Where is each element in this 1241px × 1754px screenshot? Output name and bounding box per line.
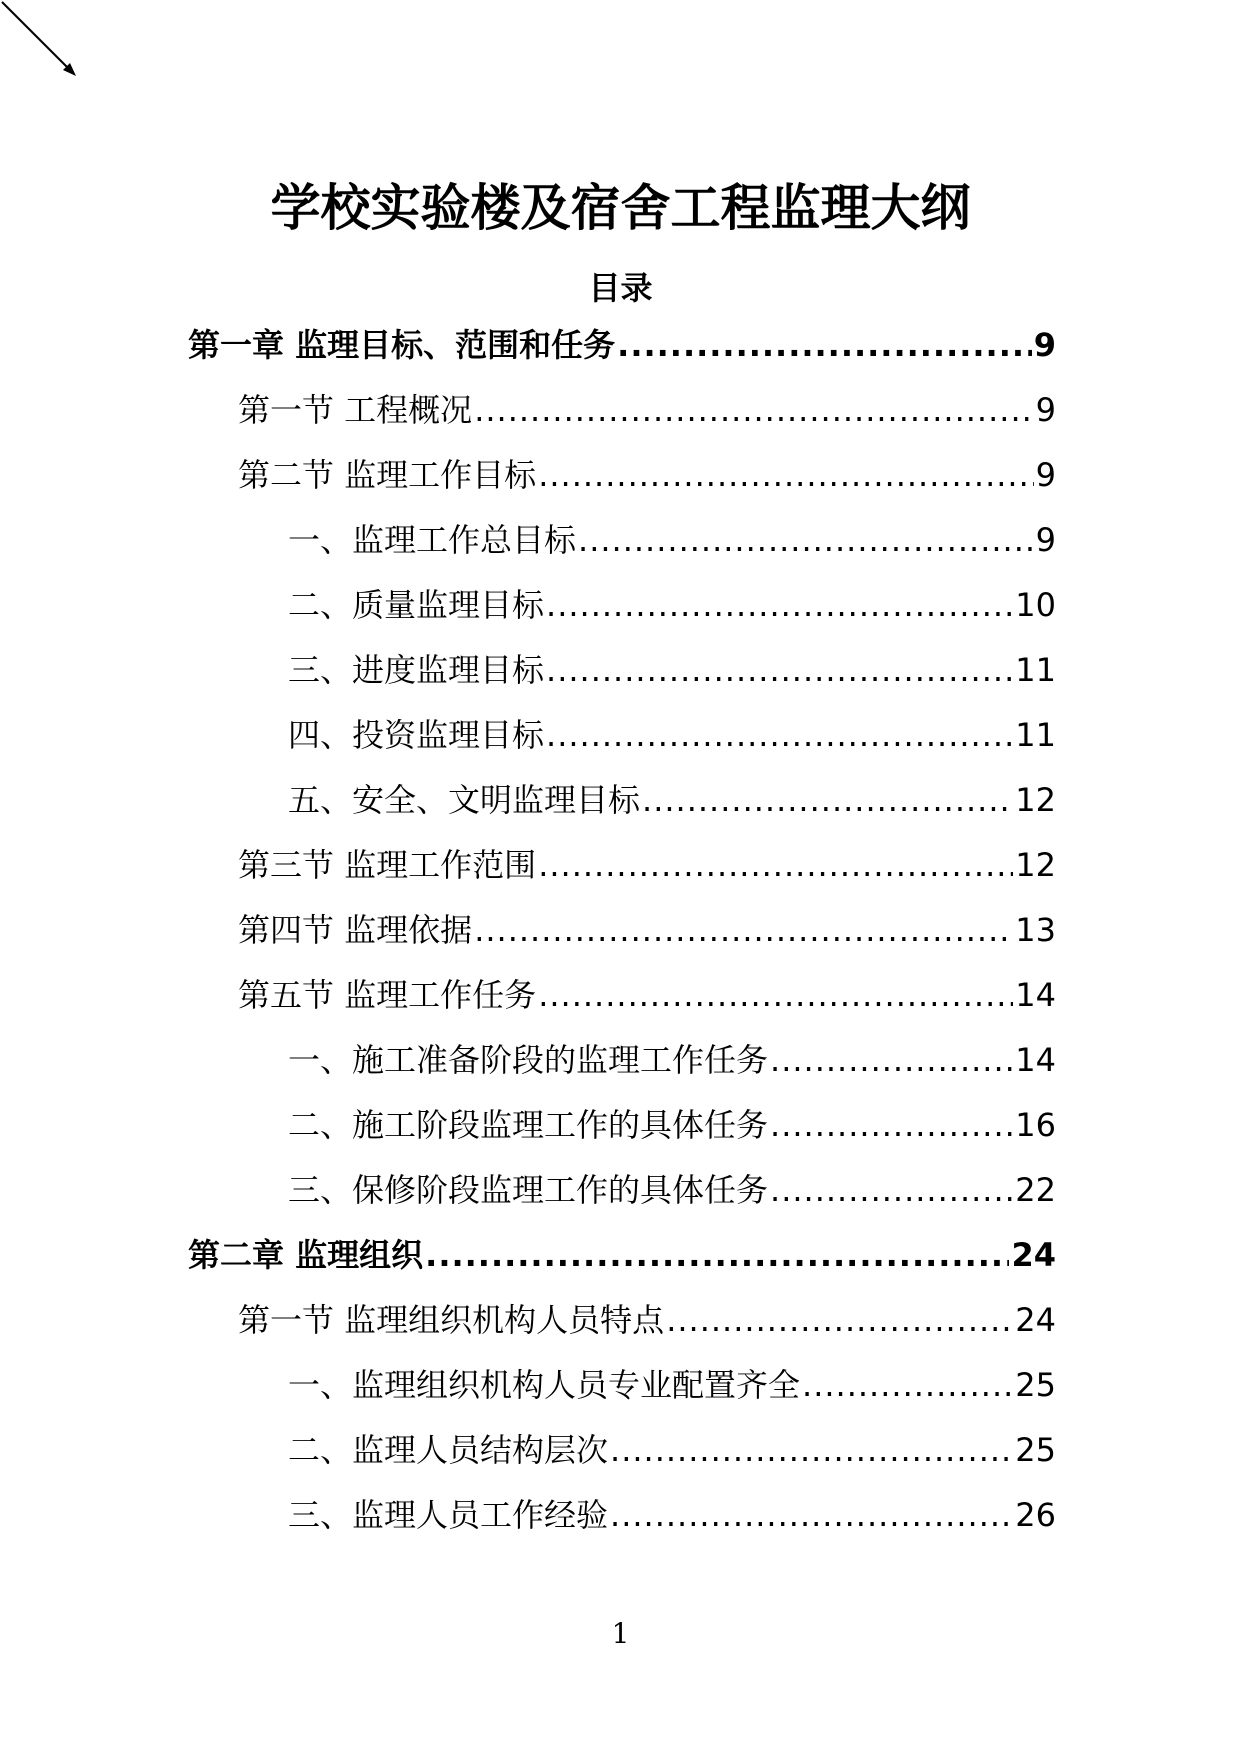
toc-dot-leader xyxy=(770,1167,1013,1213)
toc-dot-leader xyxy=(610,1492,1013,1538)
toc-entry[interactable] xyxy=(238,387,1056,433)
toc-dot-leader xyxy=(538,842,1013,888)
toc-entry-text: 三、进度监理目标 xyxy=(288,651,545,689)
toc-dot-leader xyxy=(538,452,1033,498)
toc-entry[interactable] xyxy=(188,1232,1056,1278)
toc-entry-text: 一、监理组织机构人员专业配置齐全 xyxy=(288,1366,801,1404)
toc-entry-text: 第三节 监理工作范围 xyxy=(238,846,537,884)
toc-entry[interactable] xyxy=(238,907,1056,953)
toc-entry-page: 14 xyxy=(1015,1041,1056,1079)
toc-entry[interactable] xyxy=(288,1492,1056,1538)
toc-entry-page: 26 xyxy=(1015,1496,1056,1534)
toc-entry-text: 三、保修阶段监理工作的具体任务 xyxy=(288,1171,769,1209)
toc-dot-leader xyxy=(546,712,1013,758)
toc-dot-leader xyxy=(802,1362,1013,1408)
toc-entry-text: 五、安全、文明监理目标 xyxy=(288,781,641,819)
toc-entry-page: 25 xyxy=(1015,1366,1056,1404)
toc-entry[interactable] xyxy=(288,647,1056,693)
toc-entry[interactable] xyxy=(288,1167,1056,1213)
toc-dot-leader xyxy=(546,647,1013,693)
toc-entry-text: 四、投资监理目标 xyxy=(288,716,545,754)
toc-entry[interactable] xyxy=(238,972,1056,1018)
toc-entry-text: 三、监理人员工作经验 xyxy=(288,1496,609,1534)
toc-entry-page: 24 xyxy=(1011,1236,1056,1274)
toc-entry-page: 9 xyxy=(1035,521,1056,559)
toc-entry-text: 二、施工阶段监理工作的具体任务 xyxy=(288,1106,769,1144)
toc-entry-text: 第二节 监理工作目标 xyxy=(238,456,537,494)
toc-entry-text: 二、质量监理目标 xyxy=(288,586,545,624)
toc-dot-leader xyxy=(474,387,1033,433)
toc-entry[interactable] xyxy=(288,1427,1056,1473)
toc-entry-page: 16 xyxy=(1015,1106,1056,1144)
toc-entry-page: 25 xyxy=(1015,1431,1056,1469)
toc-heading: 目录 xyxy=(588,269,653,307)
toc-entry-page: 12 xyxy=(1015,846,1056,884)
toc-entry-page: 9 xyxy=(1033,326,1056,364)
corner-arrow-icon xyxy=(0,0,80,80)
toc-entry-page: 11 xyxy=(1015,651,1056,689)
toc-entry-page: 24 xyxy=(1015,1301,1056,1339)
toc-dot-leader xyxy=(666,1297,1013,1343)
toc-entry[interactable] xyxy=(288,1362,1056,1408)
toc-entry-page: 9 xyxy=(1035,456,1056,494)
toc-entry-text: 二、监理人员结构层次 xyxy=(288,1431,609,1469)
toc-dot-leader xyxy=(546,582,1013,628)
toc-entry[interactable] xyxy=(288,582,1056,628)
toc-entry[interactable] xyxy=(288,777,1056,823)
toc-entry-page: 13 xyxy=(1015,911,1056,949)
toc-entry-text: 第一节 工程概况 xyxy=(238,391,473,429)
toc-dot-leader xyxy=(538,972,1013,1018)
toc-dot-leader xyxy=(770,1102,1013,1148)
toc-entry-text: 第二章 监理组织 xyxy=(188,1236,424,1274)
toc-entry-page: 14 xyxy=(1015,976,1056,1014)
toc-entry-page: 10 xyxy=(1015,586,1056,624)
toc-entry-text: 第一节 监理组织机构人员特点 xyxy=(238,1301,665,1339)
toc-dot-leader xyxy=(617,322,1032,368)
toc-entry-page: 11 xyxy=(1015,716,1056,754)
toc-entry-page: 9 xyxy=(1035,391,1056,429)
toc-entry-text: 第一章 监理目标、范围和任务 xyxy=(188,326,616,364)
toc-dot-leader xyxy=(610,1427,1013,1473)
toc-dot-leader xyxy=(425,1232,1009,1278)
toc-entry[interactable] xyxy=(188,322,1056,368)
toc-dot-leader xyxy=(770,1037,1013,1083)
toc-dot-leader xyxy=(642,777,1013,823)
toc-entry-text: 第五节 监理工作任务 xyxy=(238,976,537,1014)
toc-dot-leader xyxy=(578,517,1034,563)
toc-entry[interactable] xyxy=(288,712,1056,758)
toc-entry-page: 22 xyxy=(1015,1171,1056,1209)
document-title: 学校实验楼及宿舍工程监理大纲 xyxy=(270,179,971,237)
page-number: 1 xyxy=(611,1617,630,1650)
toc-entry[interactable] xyxy=(238,452,1056,498)
toc-entry[interactable] xyxy=(288,1102,1056,1148)
toc-entry-text: 一、监理工作总目标 xyxy=(288,521,577,559)
toc-entry[interactable] xyxy=(238,842,1056,888)
toc-entry[interactable] xyxy=(238,1297,1056,1343)
toc-entry[interactable] xyxy=(288,1037,1056,1083)
toc-entry-text: 第四节 监理依据 xyxy=(238,911,473,949)
toc-entry-page: 12 xyxy=(1015,781,1056,819)
toc-entry-text: 一、施工准备阶段的监理工作任务 xyxy=(288,1041,769,1079)
toc-entry[interactable] xyxy=(288,517,1056,563)
toc-dot-leader xyxy=(474,907,1013,953)
